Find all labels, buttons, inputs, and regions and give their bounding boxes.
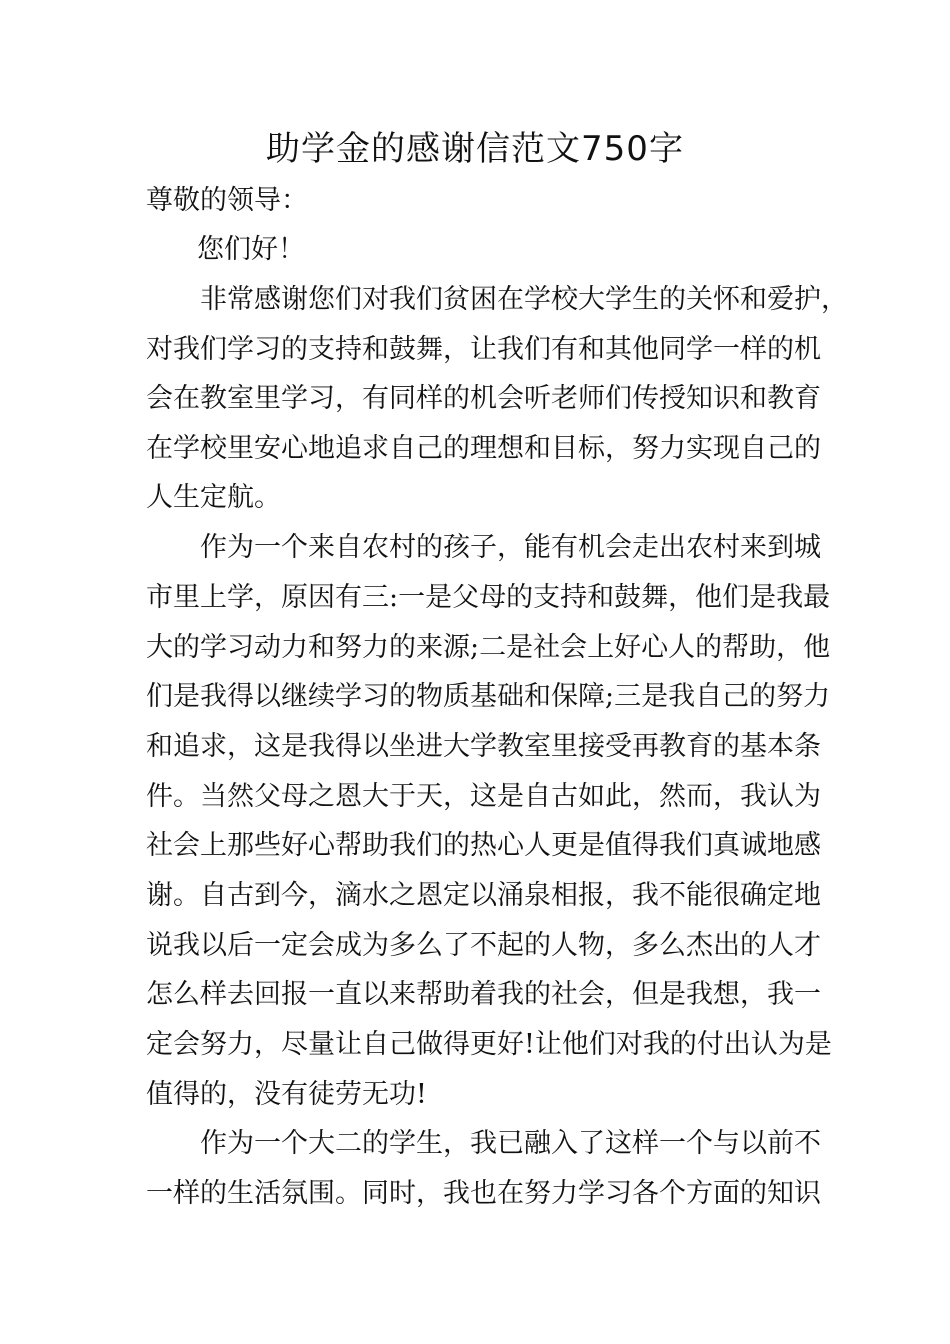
- text-line: 们是我得以继续学习的物质基础和保障;三是我自己的努力: [146, 681, 831, 712]
- text-line: 人生定航。: [146, 482, 281, 513]
- text-line: 件。当然父母之恩大于天，这是自古如此，然而，我认为: [146, 781, 821, 812]
- text-line: 非常感谢您们对我们贫困在学校大学生的关怀和爱护，: [200, 284, 848, 315]
- greeting: 您们好！: [197, 234, 305, 265]
- text-line: 谢。自古到今，滴水之恩定以涌泉相报，我不能很确定地: [146, 880, 821, 911]
- text-line: 社会上那些好心帮助我们的热心人更是值得我们真诚地感: [146, 830, 821, 861]
- text-line: 定会努力，尽量让自己做得更好!让他们对我的付出认为是: [146, 1029, 832, 1060]
- text-line: 在学校里安心地追求自己的理想和目标，努力实现自己的: [146, 433, 821, 464]
- text-line: 说我以后一定会成为多么了不起的人物，多么杰出的人才: [146, 930, 821, 961]
- text-line: 市里上学，原因有三:一是父母的支持和鼓舞，他们是我最: [146, 582, 831, 613]
- salutation: 尊敬的领导：: [146, 185, 308, 216]
- text-line: 会在教室里学习，有同样的机会听老师们传授知识和教育: [146, 383, 821, 414]
- text-line: 一样的生活氛围。同时，我也在努力学习各个方面的知识: [146, 1178, 821, 1209]
- text-line: 大的学习动力和努力的来源;二是社会上好心人的帮助，他: [146, 632, 831, 663]
- text-line: 值得的，没有徒劳无功!: [146, 1079, 427, 1110]
- text-line: 对我们学习的支持和鼓舞，让我们有和其他同学一样的机: [146, 334, 821, 365]
- text-line: 作为一个来自农村的孩子，能有机会走出农村来到城: [200, 532, 821, 563]
- text-line: 作为一个大二的学生，我已融入了这样一个与以前不: [200, 1128, 821, 1159]
- document-title: 助学金的感谢信范文750字: [266, 129, 684, 169]
- text-line: 和追求，这是我得以坐进大学教室里接受再教育的基本条: [146, 731, 821, 762]
- text-line: 怎么样去回报一直以来帮助着我的社会，但是我想，我一: [146, 979, 821, 1010]
